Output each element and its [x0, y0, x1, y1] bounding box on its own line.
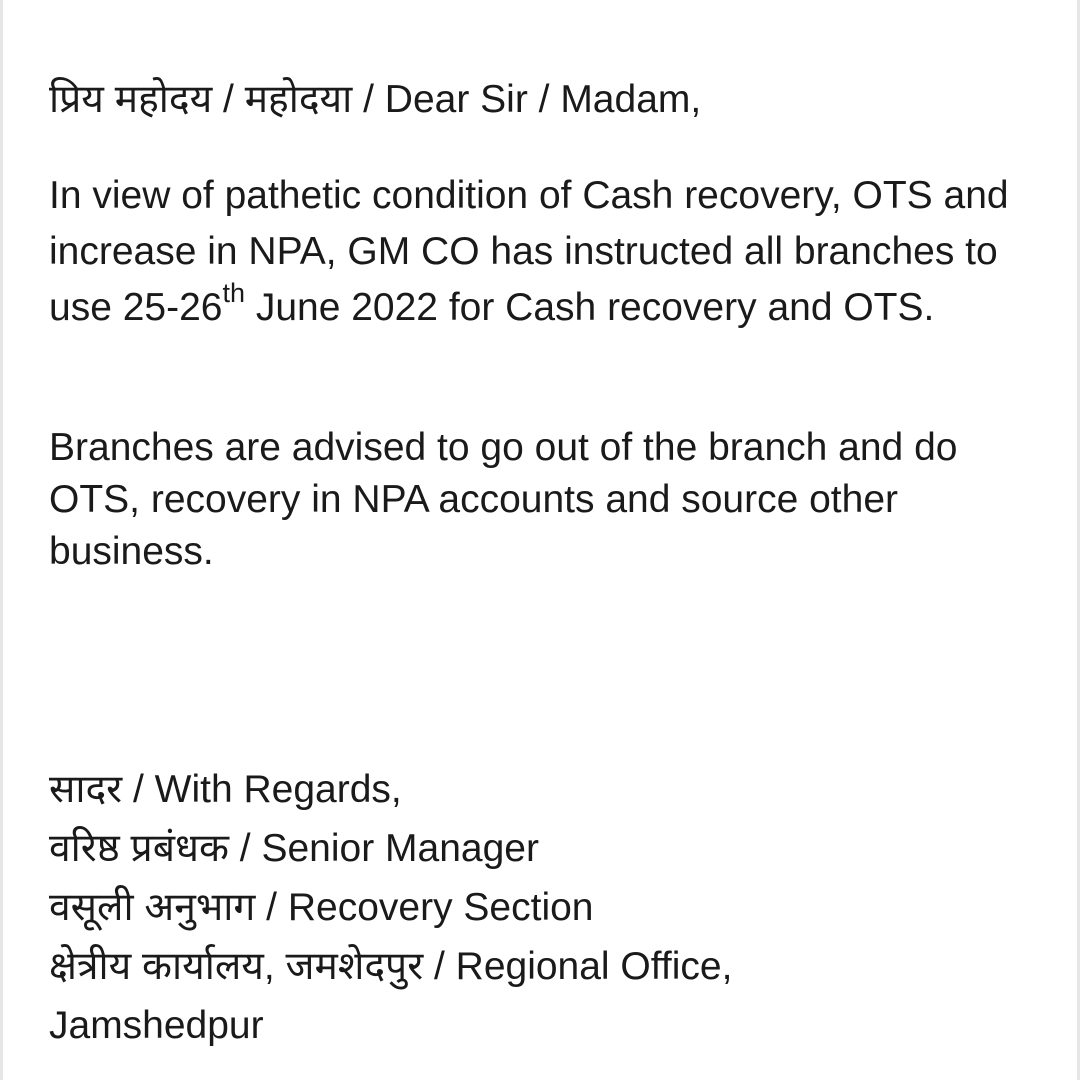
signature-line: Jamshedpur [49, 1004, 264, 1047]
paragraph-instruction [49, 168, 1017, 336]
signature-line: वसूली अनुभाग / Recovery Section [49, 886, 594, 929]
paragraph-instruction-text: In view of pathetic condition of Cash recovery, OTS and increase in NPA, GM CO has instructed all branches to use 25-26 [49, 174, 1009, 329]
ordinal-suffix: th [222, 278, 245, 308]
signature-block [49, 760, 1017, 1055]
signature-line: सादर / With Regards, [49, 768, 402, 811]
signature-line: क्षेत्रीय कार्यालय, जमशेदपुर / Regional Office, [49, 945, 733, 988]
paragraph-advice: Branches are advised to go out of the branch and do OTS, recovery in NPA accounts and source other business. [49, 426, 958, 573]
signature-line: वरिष्ठ प्रबंधक / Senior Manager [49, 827, 539, 870]
greeting: प्रिय महोदय / महोदया / Dear Sir / Madam, [49, 78, 702, 121]
paragraph-instruction-text-end: June 2022 for Cash recovery and OTS. [245, 286, 935, 329]
